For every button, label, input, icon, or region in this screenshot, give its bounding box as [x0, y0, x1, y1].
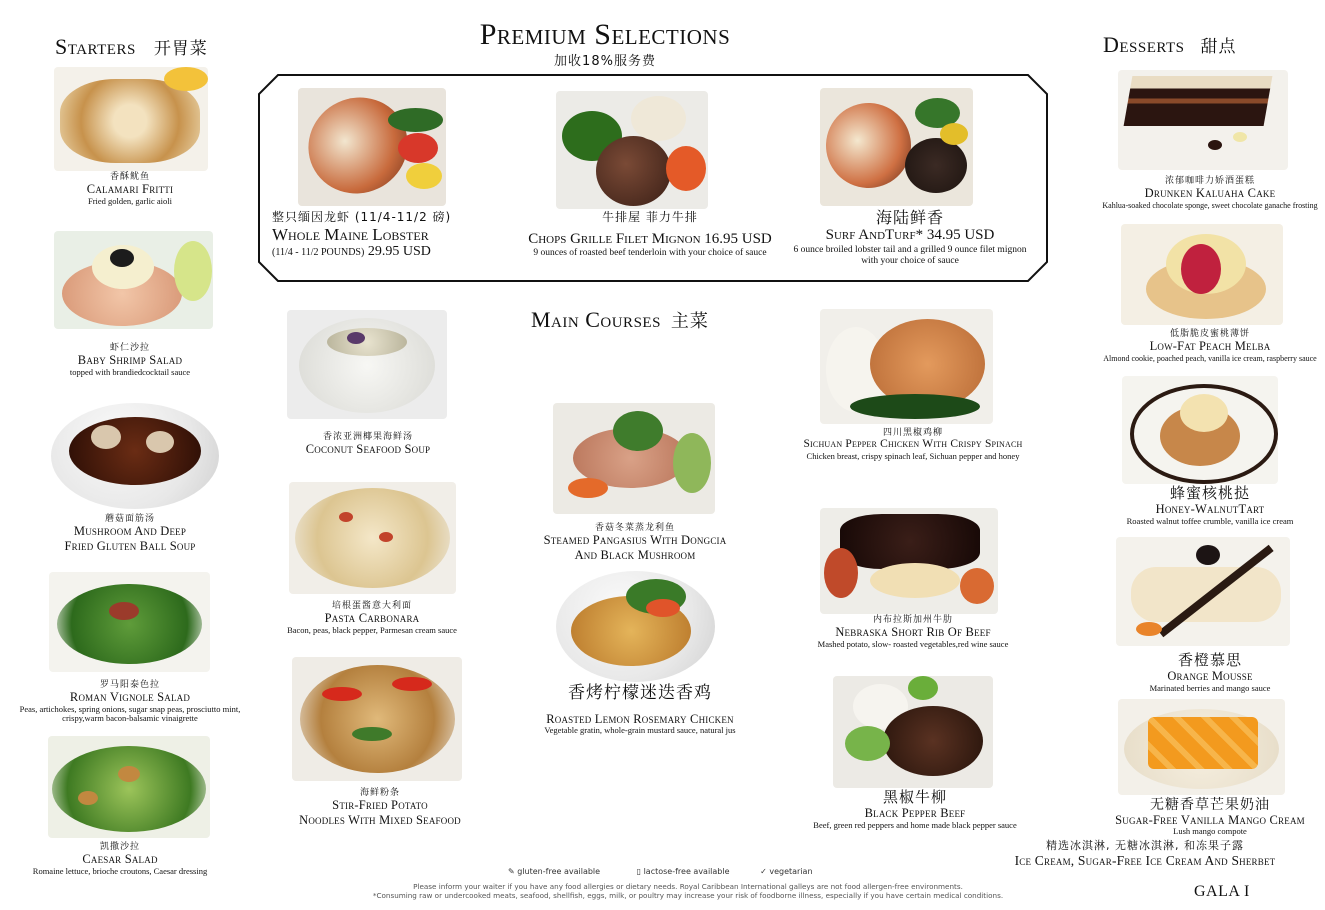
ice-cream-zh: 精选冰淇淋, 无糖冰淇淋, 和冻果子露 [1046, 839, 1244, 852]
starters-header [55, 34, 208, 60]
sichuan-zh: 四川黑椒鸡柳 [882, 428, 943, 438]
ice-cream-name: Ice Cream, Sugar-Free Ice Cream And Sherbet [1014, 852, 1276, 868]
short-rib-name: Nebraska Short Rib Of Beef [835, 625, 991, 640]
starters-title: Starters [55, 34, 136, 59]
starter-roman-vignole [14, 680, 246, 724]
short-rib-desc: Mashed potato, slow- roasted vegetables,red wine sauce [817, 638, 1009, 649]
surf-turf-zh: 海陆鲜香 [875, 208, 944, 227]
melba-zh: 低脂脆皮蜜桃薄饼 [1169, 329, 1250, 339]
mushroom-name2: Fried Gluten Ball Soup [64, 538, 196, 553]
mousse-zh: 香橙慕思 [1177, 651, 1242, 669]
caesar-desc: Romaine lettuce, brioche croutons, Caesar dressing [32, 865, 208, 876]
lemon-rosemary-chicken-photo [556, 571, 715, 682]
filet-zh: 牛排屋 菲力牛排 [602, 210, 698, 224]
lobster-price: 29.95 USD [367, 244, 431, 260]
mushroom-soup-photo [51, 403, 219, 509]
starter-caesar [20, 842, 220, 876]
leaf-icon: ✎ [508, 867, 515, 876]
coconut-soup-photo [287, 310, 447, 419]
calamari-desc: Fried golden, garlic aioli [87, 195, 173, 206]
pasta-carbonara-photo [289, 482, 456, 594]
premium-item-surf-turf [780, 209, 1040, 266]
vegetarian-label: vegetarian [769, 867, 813, 876]
vanilla-mango-cream-photo [1118, 699, 1285, 795]
coconut-name: Coconut Seafood Soup [305, 442, 431, 457]
kaluaha-cake-photo [1118, 70, 1288, 170]
sichuan-desc: Chicken breast, crispy spinach leaf, Sichuan pepper and honey [806, 450, 1020, 461]
kaluaha-desc: Kahlua-soaked chocolate sponge, sweet chocolate ganache frosting [1102, 200, 1318, 210]
kaluaha-name: Drunken Kaluaha Cake [1144, 186, 1276, 201]
lobster-name: Whole Maine Lobster [272, 224, 429, 244]
main-steamed-pangasius [520, 523, 750, 562]
pangasius-name2: And Black Mushroom [574, 547, 696, 562]
tart-desc: Roasted walnut toffee crumble, vanilla ice cream [1126, 515, 1294, 526]
mousse-name: Orange Mousse [1167, 669, 1253, 684]
allergy-notice [228, 883, 1148, 900]
chicken-desc: Vegetable gratin, whole-grain mustard sauce, natural jus [544, 724, 736, 735]
milk-icon: ▯ [636, 867, 642, 876]
mango-desc: Lush mango compote [1173, 826, 1247, 837]
main-pasta-carbonara [262, 601, 482, 635]
short-rib-photo [820, 508, 998, 614]
allergy-line-1: Please inform your waiter if you have any food allergies or dietary needs. Royal Caribbean International galleys are not food allergen-free environments. [413, 882, 963, 891]
premium-title: Premium Selections [479, 18, 731, 51]
desserts-title: Desserts [1103, 32, 1185, 57]
roman-vignole-photo [49, 572, 210, 672]
main-coconut-soup [268, 432, 468, 457]
whole-maine-lobster-photo [298, 88, 446, 206]
melba-desc: Almond cookie, poached peach, vanilla ice cream, raspberry sauce [1103, 353, 1317, 363]
surf-and-turf-photo [820, 88, 973, 206]
desserts-title-zh: 甜点 [1200, 37, 1237, 57]
pepper-beef-zh: 黑椒牛柳 [882, 788, 947, 806]
vegetarian-icon: ✓ [760, 867, 767, 876]
filet-desc: 9 ounces of roasted beef tenderloin with your choice of sauce [533, 248, 767, 259]
melba-name: Low-Fat Peach Melba [1149, 339, 1271, 354]
noodles-name: Stir-Fried Potato [332, 798, 428, 813]
allergy-line-2: *Consuming raw or undercooked meats, seafood, shellfish, eggs, milk, or poultry may increase your risk of foodborne illness, especially if you have certain medical conditions. [372, 890, 1004, 900]
mushroom-zh: 蘑菇面筋汤 [104, 514, 155, 524]
noodles-name2: Noodles With Mixed Seafood [299, 812, 461, 827]
vignole-desc: Peas, artichokes, spring onions, sugar snap peas, prosciutto mint, [19, 703, 241, 714]
mains-header [531, 307, 709, 333]
filet-mignon-photo [556, 91, 708, 209]
carbonara-zh: 培根蛋酱意大利面 [331, 601, 412, 611]
lactose-free-label: lactose-free available [643, 867, 730, 876]
shrimp-name: Baby Shrimp Salad [77, 353, 183, 368]
tart-name: Honey-WalnutTart [1155, 502, 1265, 517]
pangasius-zh: 香菇冬菜蒸龙利鱼 [594, 523, 675, 533]
premium-header [440, 18, 770, 69]
gala-label: GALA I [1194, 883, 1250, 900]
carbonara-name: Pasta Carbonara [324, 611, 420, 626]
mango-zh: 无糖香草芒果奶油 [1150, 797, 1270, 813]
mushroom-name: Mushroom And Deep [73, 524, 187, 539]
vignole-zh: 罗马阳泰色拉 [99, 680, 160, 690]
starters-title-zh: 开胃菜 [153, 39, 208, 59]
sichuan-name: Sichuan Pepper Chicken With Crispy Spinach [803, 438, 1023, 451]
honey-walnut-tart-photo [1122, 376, 1278, 484]
filet-name: Chops Grille Filet Mignon 16.95 USD [528, 230, 772, 247]
main-lemon-rosemary-chicken [520, 684, 760, 736]
caesar-name: Caesar Salad [82, 852, 158, 867]
baby-shrimp-salad-photo [54, 231, 213, 329]
main-short-rib [790, 615, 1036, 649]
caesar-zh: 凯撒沙拉 [99, 842, 140, 852]
desserts-header [1103, 32, 1237, 58]
vignole-name: Roman Vignole Salad [69, 690, 191, 705]
sichuan-chicken-photo [820, 309, 993, 424]
calamari-photo [54, 67, 208, 171]
pangasius-name: Steamed Pangasius With Dongcia [543, 533, 727, 548]
surf-turf-desc: 6 ounce broiled lobster tail and a grilled 9 ounce filet mignon [793, 244, 1027, 255]
coconut-zh: 香浓亚洲椰果海鲜汤 [322, 432, 413, 442]
starter-baby-shrimp [30, 343, 230, 377]
main-stir-fried-noodles [270, 788, 490, 827]
main-sichuan-chicken [790, 428, 1036, 461]
black-pepper-beef-photo [833, 676, 993, 788]
main-black-pepper-beef [800, 789, 1030, 830]
premium-subtitle: 加收18%服务费 [554, 54, 656, 69]
shrimp-zh: 虾仁沙拉 [109, 343, 150, 353]
short-rib-zh: 内布拉斯加州牛肋 [872, 615, 953, 625]
premium-item-lobster [272, 211, 468, 260]
peach-melba-photo [1121, 224, 1283, 325]
gluten-free-label: gluten-free available [517, 867, 601, 876]
shrimp-desc: topped with brandiedcocktail sauce [69, 366, 191, 377]
pepper-beef-name: Black Pepper Beef [864, 806, 966, 821]
dessert-honey-walnut-tart [1100, 485, 1320, 526]
calamari-zh: 香酥鱿鱼 [109, 172, 150, 182]
surf-turf-name: Surf AndTurf* 34.95 USD [825, 227, 995, 244]
mains-title-zh: 主菜 [670, 311, 709, 332]
noodles-zh: 海鲜粉条 [359, 788, 400, 798]
dessert-peach-melba [1100, 329, 1320, 363]
mousse-desc: Marinated berries and mango sauce [1149, 682, 1271, 693]
lobster-price-note: (11/4 - 11/2 POUNDS) [272, 247, 365, 259]
caesar-salad-photo [48, 736, 210, 838]
dessert-kaluaha [1100, 176, 1320, 210]
mango-name: Sugar-Free Vanilla Mango Cream [1115, 813, 1305, 828]
mains-title: Main Courses [531, 307, 661, 332]
steamed-pangasius-photo [553, 403, 715, 514]
vignole-desc2: crispy,warm bacon-balsamic vinaigrette [62, 713, 198, 724]
ice-cream-item [980, 840, 1310, 868]
pepper-beef-desc: Beef, green red peppers and home made black pepper sauce [813, 819, 1017, 830]
chicken-name: Roasted Lemon Rosemary Chicken [546, 711, 734, 726]
starter-mushroom-soup [30, 514, 230, 553]
lobster-zh: 整只缅因龙虾 (11/4-11/2 磅) [272, 210, 452, 224]
dessert-vanilla-mango-cream [1090, 797, 1325, 837]
dietary-legend [508, 867, 813, 876]
kaluaha-zh: 浓郁咖啡力娇酒蛋糕 [1164, 176, 1255, 186]
starter-calamari [40, 172, 220, 206]
calamari-name: Calamari Fritti [86, 182, 174, 197]
premium-item-filet [520, 211, 780, 259]
surf-turf-desc2: with your choice of sauce [861, 255, 959, 266]
orange-mousse-photo [1116, 537, 1290, 646]
chicken-zh: 香烤柠檬迷迭香鸡 [568, 683, 712, 703]
dessert-orange-mousse [1100, 652, 1320, 693]
stir-fried-noodles-photo [292, 657, 462, 781]
carbonara-desc: Bacon, peas, black pepper, Parmesan cream sauce [287, 624, 457, 635]
tart-zh: 蜂蜜核桃挞 [1169, 484, 1250, 502]
